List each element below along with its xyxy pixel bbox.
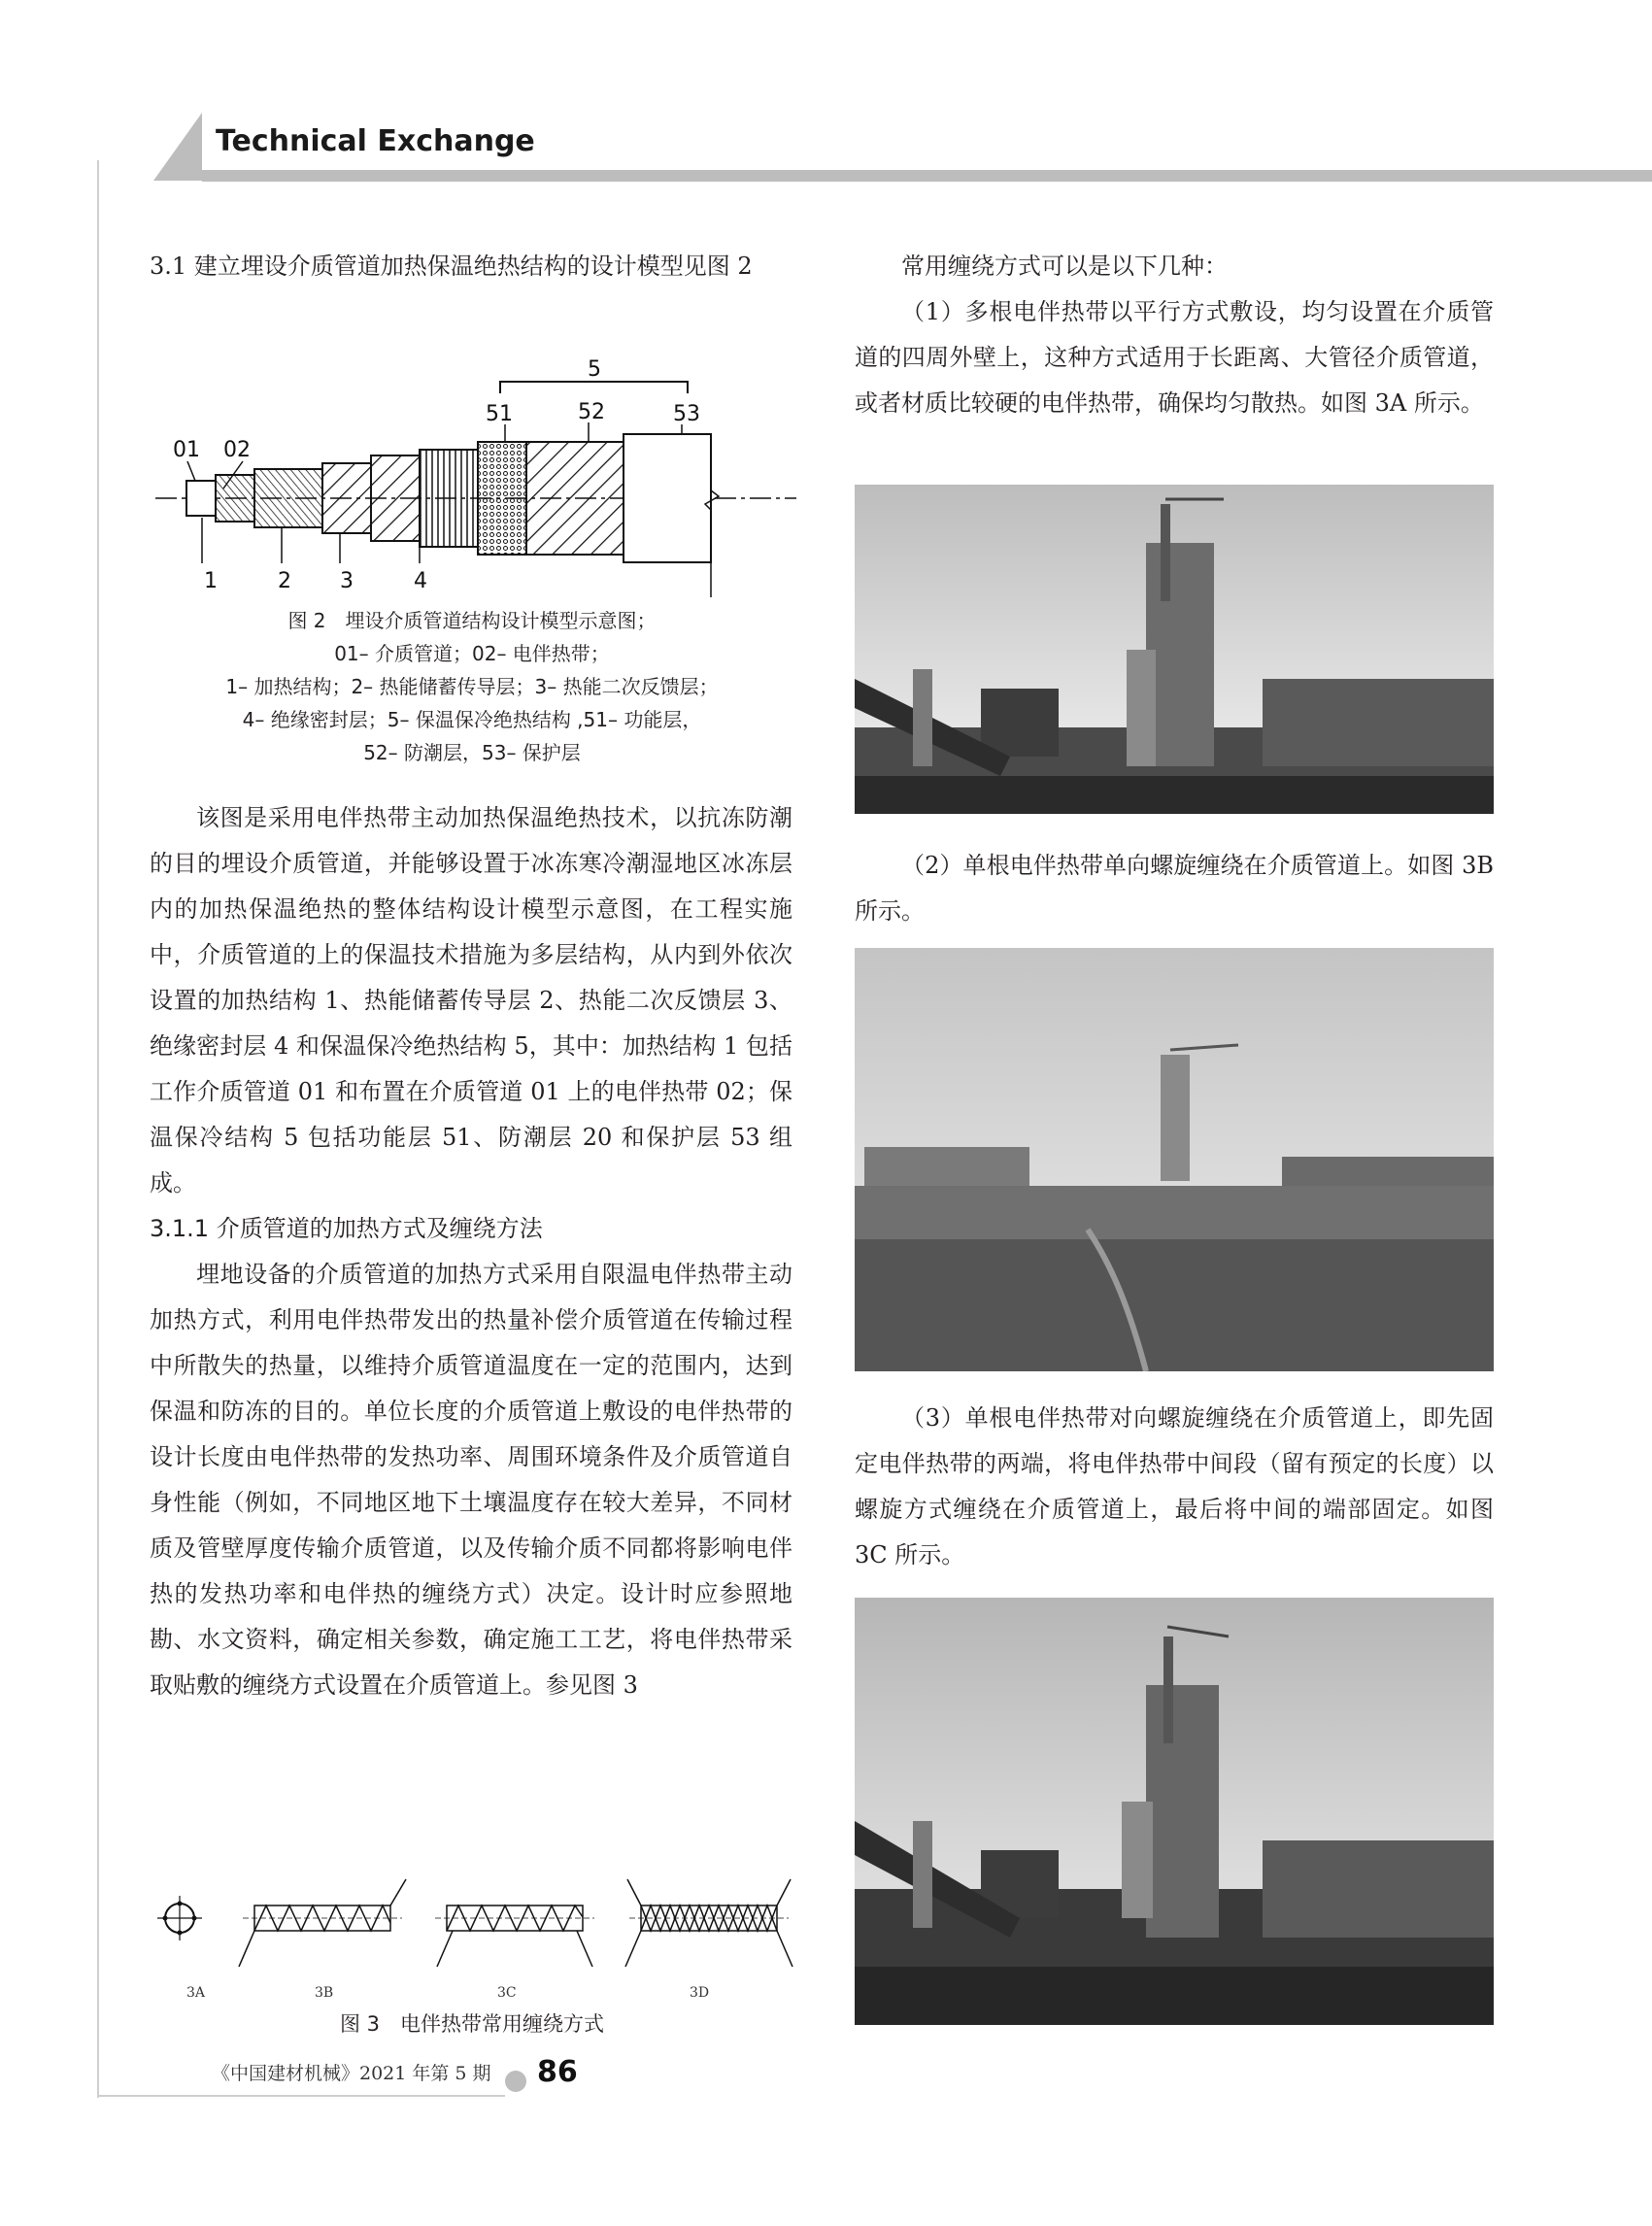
right-body-mid bbox=[855, 843, 1494, 934]
page-frame-bottom bbox=[97, 2095, 505, 2097]
paragraph-figure2-explanation: 该图是采用电伴热带主动加热保温绝热技术，以抗冻防潮的目的埋设介质管道，并能够设置于冰冻寒冷潮湿地区冰冻层内的加热保温绝热的整体结构设计模型示意图，在工程实施中，介质管道的上的保温技术措施为多层结构，从内到外依次设置的加热结构 1、热能储蓄传导层 2、热能二次反馈层 3、绝缘密封层 4 和保温保冷绝热结构 5，其中：加热结构 1 包括工作介质管道 01 和布置在介质管道 01 上的电伴热带 02；保温保冷结构 5 包括功能层 51、防潮层 20 和保护层 53 组成。 bbox=[150, 804, 792, 1197]
fig3a-pipe-section bbox=[157, 1896, 202, 1940]
fig2-label-5: 5 bbox=[588, 357, 601, 382]
fig2-label-52: 52 bbox=[578, 400, 605, 424]
fig3c-opposed-spiral bbox=[435, 1906, 594, 1967]
fig2-label-4: 4 bbox=[414, 569, 427, 593]
winding-methods-intro: 常用缠绕方式可以是以下几种： bbox=[901, 253, 1228, 280]
fig2-label-53: 53 bbox=[673, 402, 700, 426]
photo-figure-3a-cement-plant bbox=[855, 485, 1494, 814]
winding-method-2: （2）单根电伴热带单向螺旋缠绕在介质管道上。如图 3B 所示。 bbox=[855, 852, 1494, 925]
journal-footer: 《中国建材机械》2021 年第 5 期 bbox=[212, 2063, 491, 2084]
figure-3-diagram bbox=[146, 1874, 796, 2001]
figure-2-caption-line-3: 1– 加热结构；2– 热能储蓄传导层；3– 热能二次反馈层； bbox=[225, 675, 719, 698]
fig3-label-3d: 3D bbox=[690, 1985, 710, 2001]
running-header-title: Technical Exchange bbox=[216, 124, 535, 158]
fig2-label-51: 51 bbox=[486, 402, 513, 426]
photo-figure-3c-cement-plant bbox=[855, 1598, 1494, 2025]
fig2-label-01: 01 bbox=[173, 438, 200, 462]
figure-2-caption bbox=[146, 604, 798, 769]
right-body-bottom bbox=[855, 1396, 1494, 1578]
figure-2-caption-line-1: 图 2 埋设介质管道结构设计模型示意图； bbox=[287, 609, 657, 632]
winding-method-3: （3）单根电伴热带对向螺旋缠绕在介质管道上，即先固定电伴热带的两端，将电伴热带中间段（留有预定的长度）以螺旋方式缠绕在介质管道上，最后将中间的端部固定。如图 3C 所示。 bbox=[855, 1404, 1494, 1568]
figure-2-caption-line-5: 52– 防潮层，53– 保护层 bbox=[363, 741, 581, 764]
left-body bbox=[150, 795, 792, 1708]
fig2-label-1: 1 bbox=[204, 569, 218, 593]
page-frame-left bbox=[97, 160, 99, 2098]
page-number: 86 bbox=[537, 2055, 578, 2089]
figure-3-caption: 图 3 电伴热带常用缠绕方式 bbox=[339, 2012, 605, 2036]
section-3-1-heading-block bbox=[150, 244, 791, 289]
figure-2-diagram bbox=[155, 354, 796, 597]
photo-figure-3b-cement-plant-field bbox=[855, 948, 1494, 1371]
page-number-dot bbox=[505, 2071, 526, 2092]
section-3-1-1-heading: 3.1.1 介质管道的加热方式及缠绕方法 bbox=[150, 1215, 543, 1242]
winding-method-1: （1）多根电伴热带以平行方式敷设，均匀设置在介质管道的四周外壁上，这种方式适用于长距离、大管径介质管道，或者材质比较硬的电伴热带，确保均匀散热。如图 3A 所示。 bbox=[855, 298, 1494, 417]
fig3-label-3b: 3B bbox=[315, 1985, 334, 2001]
section-3-1-heading: 3.1 建立埋设介质管道加热保温绝热结构的设计模型见图 2 bbox=[150, 253, 753, 280]
figure-2-caption-line-2: 01– 介质管道；02– 电伴热带； bbox=[334, 642, 610, 665]
fig2-label-02: 02 bbox=[223, 438, 251, 462]
figure-2-caption-line-4: 4– 绝缘密封层；5– 保温保冷绝热结构 ,51– 功能层， bbox=[242, 708, 702, 731]
right-body-top bbox=[855, 244, 1494, 426]
paragraph-heating-method: 埋地设备的介质管道的加热方式采用自限温电伴热带主动加热方式，利用电伴热带发出的热量补偿介质管道在传输过程中所散失的热量，以维持介质管道温度在一定的范围内，达到保温和防冻的目的。单位长度的介质管道上敷设的电伴热带的设计长度由电伴热带的发热功率、周围环境条件及介质管道自身性能（例如，不同地区地下土壤温度存在较大差异，不同材质及管壁厚度传输介质管道，以及传输介质不同都将影响电伴热的发热功率和电伴热的缠绕方式）决定。设计时应参照地勘、水文资料，确定相关参数，确定施工工艺，将电伴热带采取贴敷的缠绕方式设置在介质管道上。参见图 3 bbox=[150, 1261, 792, 1699]
fig2-label-3: 3 bbox=[340, 569, 354, 593]
fig3b-single-spiral bbox=[239, 1879, 406, 1967]
fig3-label-3c: 3C bbox=[497, 1985, 517, 2001]
header-corner-decoration bbox=[153, 113, 202, 181]
fig2-label-2: 2 bbox=[278, 569, 291, 593]
fig3d-cross-spiral bbox=[625, 1879, 792, 1967]
header-rule bbox=[202, 170, 1652, 182]
fig3-label-3a: 3A bbox=[186, 1985, 206, 2001]
